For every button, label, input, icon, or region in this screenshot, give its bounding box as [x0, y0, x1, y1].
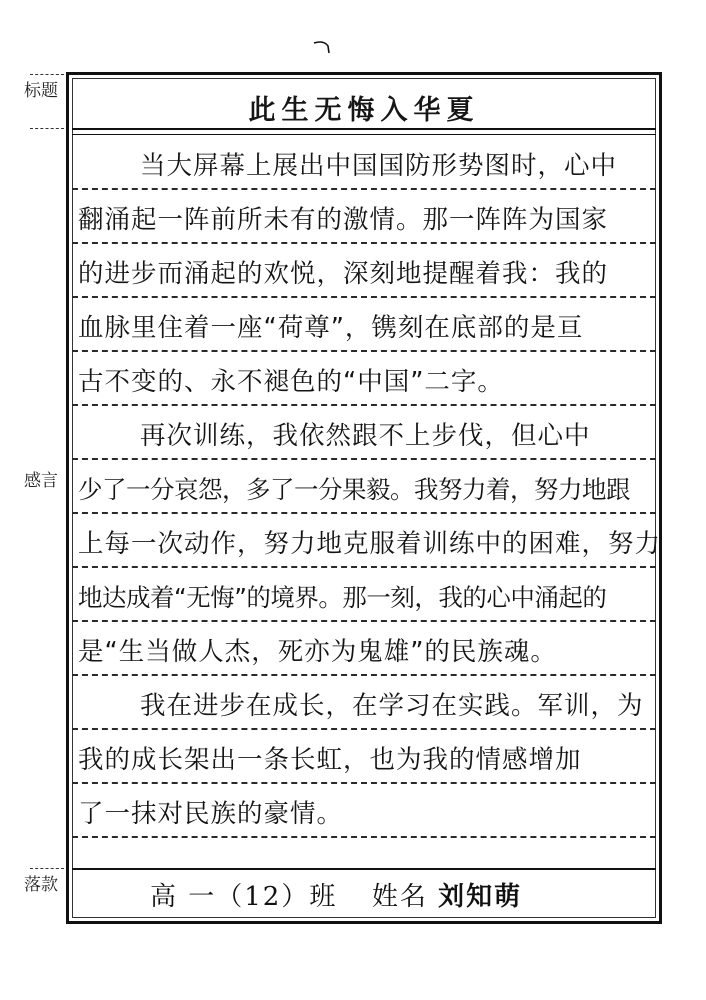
- essay-body: [72, 136, 662, 838]
- line-text: 地达成着“无悔”的境界。那一刻，我的心中涌起的: [78, 583, 607, 612]
- ruled-line: [72, 784, 656, 838]
- margin-label-title: 标题: [24, 81, 58, 101]
- line-text: 的进步而涌起的欢悦，深刻地提醒着我：我的: [78, 259, 609, 289]
- footer-rule: [72, 868, 656, 870]
- ruled-line: [72, 298, 656, 352]
- margin-divider: [30, 868, 64, 869]
- ruled-line: [72, 568, 656, 622]
- margin-divider: [30, 128, 64, 129]
- line-text: 我的成长架出一条长虹，也为我的情感增加: [78, 745, 582, 775]
- ruled-line: [72, 244, 656, 298]
- ruled-line: [72, 136, 656, 190]
- title-rule: [72, 128, 656, 130]
- ruled-line: [72, 460, 656, 514]
- ruled-line: [72, 730, 656, 784]
- line-text: 是“生当做人杰，死亦为鬼雄”的民族魂。: [78, 637, 557, 667]
- line-text: 少了一分哀怨，多了一分果毅。我努力着，努力地跟: [78, 475, 630, 504]
- ruled-line: [72, 190, 656, 244]
- ruled-line: [72, 514, 662, 568]
- ruled-line: [72, 622, 656, 676]
- line-text: 再次训练，我依然跟不上步伐，但心中: [140, 421, 591, 451]
- name-label: 姓名: [371, 882, 428, 912]
- ruled-line: [72, 406, 656, 460]
- line-text: 上每一次动作，努力地克服着训练中的困难，努力: [78, 529, 662, 559]
- line-text: 我在进步在成长，在学习在实践。军训，为: [140, 691, 644, 721]
- margin-label-reflection: 感言: [24, 471, 58, 491]
- line-text: 血脉里住着一座“荷尊”，镌刻在底部的是亘: [78, 313, 584, 343]
- line-text: 翻涌起一阵前所未有的激情。那一阵阵为国家: [78, 205, 609, 235]
- student-name: 刘知萌: [438, 882, 523, 912]
- title-rule: [72, 134, 656, 135]
- bracket-mark: [312, 40, 332, 54]
- line-text: 当大屏幕上展出中国国防形势图时，心中: [140, 151, 618, 181]
- ruled-line: [72, 676, 656, 730]
- margin-divider: [30, 74, 64, 75]
- signature-line: [150, 876, 522, 913]
- class-text: 高 一（12）班: [150, 882, 338, 912]
- line-text: 古不变的、永不褪色的“中国”二字。: [78, 367, 504, 397]
- essay-title: 此生无悔入华夏: [248, 95, 480, 126]
- margin-label-signature: 落款: [24, 875, 58, 895]
- ruled-line: [72, 352, 656, 406]
- line-text: 了一抹对民族的豪情。: [78, 799, 344, 829]
